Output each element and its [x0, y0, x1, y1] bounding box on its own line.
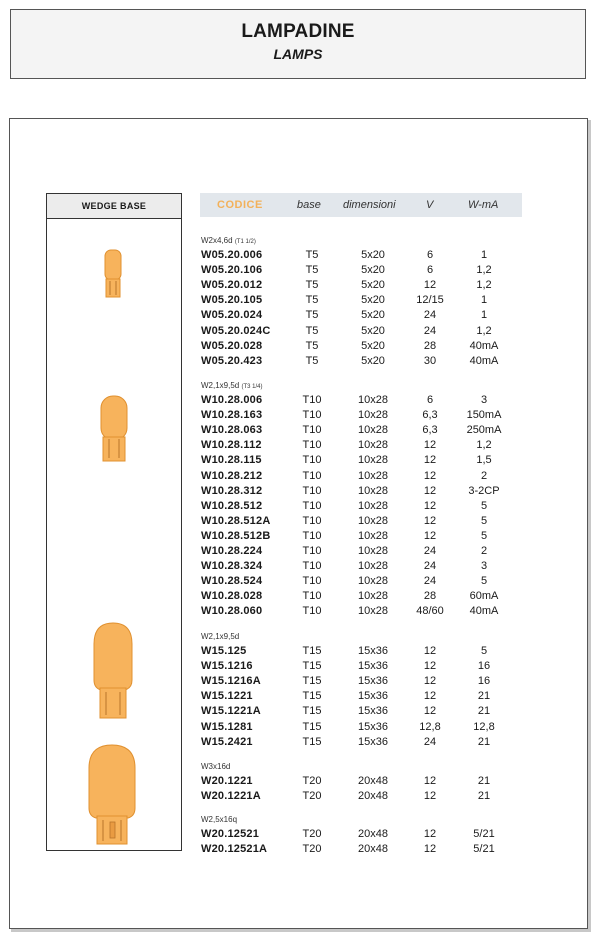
page-title: LAMPADINE — [241, 21, 355, 42]
group-title — [201, 632, 239, 641]
cell-base: T15 — [302, 645, 322, 657]
wedge-base-label: WEDGE BASE — [47, 194, 181, 219]
cell-base: T10 — [302, 424, 322, 437]
cell-base: T20 — [302, 775, 322, 787]
cell-code: W10.28.512B — [201, 529, 271, 542]
table-row — [0, 530, 595, 545]
cell-dimensions: 10x28 — [358, 409, 388, 422]
cell-base: T15 — [302, 705, 322, 718]
cell-wattage: 5 — [480, 575, 488, 588]
table-row — [0, 575, 595, 590]
cell-wattage: 250mA — [466, 424, 502, 437]
cell-base: T10 — [302, 439, 322, 452]
cell-base: T10 — [302, 454, 322, 467]
cell-voltage: 12 — [423, 454, 437, 467]
cell-dimensions: 5x20 — [361, 354, 385, 367]
cell-wattage: 3 — [480, 394, 488, 406]
table-row — [0, 485, 595, 500]
cell-dimensions: 10x28 — [358, 424, 388, 437]
cell-voltage: 12 — [423, 529, 437, 542]
column-base: base — [297, 199, 321, 211]
cell-wattage: 21 — [477, 775, 491, 787]
cell-code: W15.2421 — [201, 735, 253, 748]
cell-wattage: 1 — [480, 249, 488, 261]
cell-base: T10 — [302, 605, 322, 618]
cell-base: T15 — [302, 735, 322, 748]
cell-voltage: 12 — [423, 439, 437, 452]
cell-base: T10 — [302, 575, 322, 588]
table-row — [0, 294, 595, 309]
group-base-type: W2,1x9,5d — [201, 632, 240, 641]
cell-base: T5 — [305, 339, 319, 352]
cell-dimensions: 20x48 — [358, 790, 388, 803]
cell-dimensions: 5x20 — [361, 294, 385, 307]
cell-wattage: 5/21 — [473, 843, 495, 856]
cell-code: W10.28.063 — [201, 424, 263, 437]
table-row — [0, 515, 595, 530]
table-row — [0, 355, 595, 370]
cell-base: T10 — [302, 469, 322, 482]
table-row — [0, 690, 595, 705]
table-row — [0, 500, 595, 515]
cell-base: T5 — [305, 294, 319, 307]
cell-wattage: 1 — [480, 294, 488, 307]
table-row — [0, 424, 595, 439]
group-base-type: W2x4,6d — [201, 236, 233, 245]
table-row — [0, 705, 595, 720]
cell-code: W05.20.105 — [201, 294, 263, 307]
cell-base: T5 — [305, 354, 319, 367]
cell-dimensions: 15x36 — [358, 690, 388, 703]
cell-dimensions: 5x20 — [361, 339, 385, 352]
table-row — [0, 454, 595, 469]
table-row — [0, 645, 595, 660]
cell-code: W10.28.028 — [201, 590, 263, 603]
cell-voltage: 12 — [423, 499, 437, 512]
cell-dimensions: 10x28 — [358, 605, 388, 618]
group-note: (T3 1/4) — [241, 384, 263, 390]
cell-voltage: 12,8 — [419, 720, 441, 733]
cell-voltage: 12 — [423, 675, 437, 688]
cell-voltage: 24 — [423, 575, 437, 588]
cell-wattage: 16 — [477, 675, 491, 688]
cell-dimensions: 20x48 — [358, 775, 388, 787]
cell-dimensions: 15x36 — [358, 720, 388, 733]
column-v: V — [426, 199, 434, 211]
cell-base: T5 — [305, 279, 319, 292]
cell-dimensions: 15x36 — [358, 660, 388, 673]
cell-base: T5 — [305, 324, 319, 337]
cell-code: W10.28.512A — [201, 514, 271, 527]
group-note: (T1 1/2) — [234, 239, 256, 245]
cell-wattage: 1 — [480, 309, 488, 322]
cell-wattage: 21 — [477, 735, 491, 748]
cell-dimensions: 10x28 — [358, 529, 388, 542]
cell-dimensions: 10x28 — [358, 454, 388, 467]
cell-voltage: 48/60 — [416, 605, 444, 618]
cell-code: W15.1221A — [201, 705, 261, 718]
cell-voltage: 12 — [423, 828, 437, 840]
cell-wattage: 5/21 — [473, 828, 495, 840]
column-w-ma: W-mA — [468, 199, 499, 211]
group-title — [201, 236, 256, 245]
cell-code: W10.28.312 — [201, 484, 263, 497]
cell-base: T10 — [302, 514, 322, 527]
table-row — [0, 660, 595, 675]
cell-base: T5 — [305, 249, 319, 261]
cell-dimensions: 15x36 — [358, 705, 388, 718]
cell-base: T10 — [302, 499, 322, 512]
table-row — [0, 439, 595, 454]
table-row — [0, 828, 595, 843]
cell-dimensions: 10x28 — [358, 590, 388, 603]
cell-dimensions: 10x28 — [358, 484, 388, 497]
cell-voltage: 12 — [423, 690, 437, 703]
cell-base: T15 — [302, 675, 322, 688]
cell-dimensions: 5x20 — [361, 324, 385, 337]
cell-voltage: 24 — [423, 324, 437, 337]
cell-code: W10.28.324 — [201, 560, 263, 573]
table-row — [0, 264, 595, 279]
page-subtitle: LAMPS — [273, 46, 323, 62]
cell-dimensions: 10x28 — [358, 545, 388, 557]
cell-dimensions: 20x48 — [358, 843, 388, 856]
cell-dimensions: 10x28 — [358, 499, 388, 512]
cell-code: W10.28.006 — [201, 394, 263, 406]
cell-base: T20 — [302, 790, 322, 803]
cell-dimensions: 15x36 — [358, 645, 388, 657]
cell-base: T5 — [305, 264, 319, 277]
cell-base: T15 — [302, 690, 322, 703]
cell-wattage: 21 — [477, 690, 491, 703]
cell-voltage: 12 — [423, 469, 437, 482]
cell-dimensions: 5x20 — [361, 309, 385, 322]
cell-wattage: 3 — [480, 560, 488, 573]
cell-code: W15.1221 — [201, 690, 253, 703]
cell-code: W05.20.024C — [201, 324, 271, 337]
cell-voltage: 24 — [423, 560, 437, 573]
cell-dimensions: 5x20 — [361, 279, 385, 292]
group-base-type: W2,1x9,5d — [201, 381, 240, 390]
cell-voltage: 12 — [423, 775, 437, 787]
cell-dimensions: 10x28 — [358, 394, 388, 406]
cell-code: W10.28.115 — [201, 454, 262, 467]
cell-base: T20 — [302, 828, 322, 840]
cell-voltage: 6,3 — [422, 424, 438, 437]
cell-dimensions: 10x28 — [358, 439, 388, 452]
table-row — [0, 721, 595, 736]
cell-base: T10 — [302, 560, 322, 573]
cell-base: T15 — [302, 660, 322, 673]
cell-dimensions: 15x36 — [358, 675, 388, 688]
cell-dimensions: 10x28 — [358, 514, 388, 527]
table-row — [0, 675, 595, 690]
cell-voltage: 24 — [423, 735, 437, 748]
cell-code: W15.1216 — [201, 660, 253, 673]
cell-wattage: 21 — [477, 790, 491, 803]
table-row — [0, 545, 595, 560]
cell-wattage: 2 — [480, 545, 488, 557]
cell-code: W05.20.012 — [201, 279, 263, 292]
cell-base: T10 — [302, 590, 322, 603]
table-header — [200, 193, 522, 217]
cell-wattage: 1,2 — [476, 264, 492, 277]
table-row — [0, 605, 595, 620]
cell-base: T10 — [302, 484, 322, 497]
cell-wattage: 5 — [480, 499, 488, 512]
cell-code: W05.20.006 — [201, 249, 263, 261]
cell-code: W20.1221 — [201, 775, 253, 787]
cell-voltage: 12 — [423, 705, 437, 718]
cell-wattage: 150mA — [466, 409, 502, 422]
cell-voltage: 30 — [423, 354, 437, 367]
cell-code: W10.28.512 — [201, 499, 263, 512]
column-codice: CODICE — [217, 199, 263, 211]
cell-voltage: 6 — [426, 394, 434, 406]
cell-wattage: 60mA — [469, 590, 499, 603]
cell-wattage: 12,8 — [473, 720, 495, 733]
table-row — [0, 843, 595, 858]
cell-wattage: 2 — [480, 469, 488, 482]
cell-base: T10 — [302, 545, 322, 557]
cell-code: W10.28.060 — [201, 605, 263, 618]
cell-code: W10.28.163 — [201, 409, 263, 422]
cell-dimensions: 10x28 — [358, 575, 388, 588]
cell-code: W05.20.423 — [201, 354, 263, 367]
cell-code: W10.28.524 — [201, 575, 263, 588]
cell-base: T5 — [305, 309, 319, 322]
table-row — [0, 340, 595, 355]
cell-voltage: 12/15 — [416, 294, 444, 307]
cell-voltage: 6,3 — [422, 409, 438, 422]
cell-code: W20.12521A — [201, 843, 268, 856]
table-row — [0, 775, 595, 790]
cell-wattage: 1,2 — [476, 439, 492, 452]
cell-code: W15.1281 — [201, 720, 253, 733]
cell-dimensions: 20x48 — [358, 828, 388, 840]
table-row — [0, 736, 595, 751]
cell-wattage: 3-2CP — [468, 484, 500, 497]
cell-base: T20 — [302, 843, 322, 856]
cell-code: W10.28.112 — [201, 439, 262, 452]
cell-base: T10 — [302, 409, 322, 422]
cell-code: W20.1221A — [201, 790, 261, 803]
table-row — [0, 309, 595, 324]
cell-wattage: 40mA — [469, 354, 499, 367]
table-row — [0, 409, 595, 424]
cell-voltage: 12 — [423, 484, 437, 497]
cell-wattage: 5 — [480, 514, 488, 527]
cell-voltage: 6 — [426, 264, 434, 277]
cell-code: W15.125 — [201, 645, 247, 657]
cell-dimensions: 10x28 — [358, 560, 388, 573]
cell-wattage: 21 — [477, 705, 491, 718]
table-row — [0, 279, 595, 294]
table-row — [0, 470, 595, 485]
cell-dimensions: 5x20 — [361, 249, 385, 261]
group-title — [201, 815, 237, 824]
cell-base: T10 — [302, 394, 322, 406]
cell-code: W15.1216A — [201, 675, 261, 688]
group-title — [201, 381, 263, 390]
cell-wattage: 1,2 — [476, 279, 492, 292]
table-row — [0, 560, 595, 575]
cell-code: W10.28.224 — [201, 545, 263, 557]
cell-dimensions: 15x36 — [358, 735, 388, 748]
cell-dimensions: 5x20 — [361, 264, 385, 277]
cell-voltage: 28 — [423, 339, 437, 352]
cell-wattage: 1,2 — [476, 324, 492, 337]
cell-voltage: 12 — [423, 660, 437, 673]
table-row — [0, 325, 595, 340]
table-row — [0, 590, 595, 605]
cell-base: T10 — [302, 529, 322, 542]
cell-voltage: 12 — [423, 279, 437, 292]
cell-wattage: 16 — [477, 660, 491, 673]
cell-dimensions: 10x28 — [358, 469, 388, 482]
cell-voltage: 12 — [423, 645, 437, 657]
cell-code: W05.20.106 — [201, 264, 263, 277]
cell-wattage: 5 — [480, 529, 488, 542]
title-box — [10, 9, 586, 79]
cell-base: T15 — [302, 720, 322, 733]
cell-voltage: 28 — [423, 590, 437, 603]
table-row — [0, 249, 595, 264]
cell-code: W05.20.028 — [201, 339, 263, 352]
cell-wattage: 40mA — [469, 605, 499, 618]
table-row — [0, 790, 595, 805]
cell-code: W10.28.212 — [201, 469, 263, 482]
cell-wattage: 40mA — [469, 339, 499, 352]
cell-voltage: 12 — [423, 843, 437, 856]
table-row — [0, 394, 595, 409]
cell-wattage: 1,5 — [476, 454, 492, 467]
group-title — [201, 762, 230, 771]
column-dimensioni: dimensioni — [343, 199, 396, 211]
cell-wattage: 5 — [480, 645, 488, 657]
cell-code: W20.12521 — [201, 828, 260, 840]
cell-voltage: 24 — [423, 309, 437, 322]
cell-voltage: 24 — [423, 545, 437, 557]
group-base-type: W2,5x16q — [201, 815, 238, 824]
cell-voltage: 12 — [423, 514, 437, 527]
cell-code: W05.20.024 — [201, 309, 263, 322]
cell-voltage: 6 — [426, 249, 434, 261]
group-base-type: W3x16d — [201, 762, 231, 771]
cell-voltage: 12 — [423, 790, 437, 803]
